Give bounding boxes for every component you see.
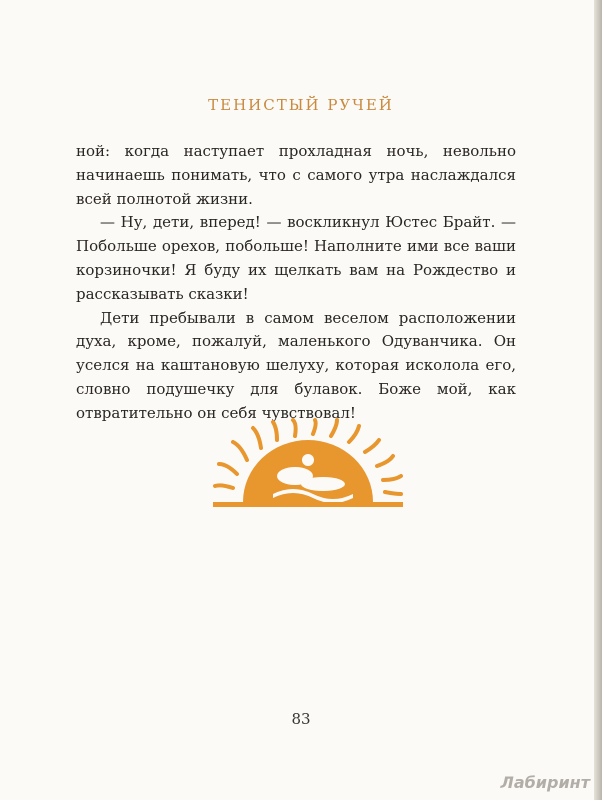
paragraph: ной: когда наступает прохладная ночь, невольно начинаешь понимать, что с самого утра наслаждался всей полнотой жизни. (76, 142, 516, 208)
body-text (76, 140, 516, 426)
paragraph: Дети пребывали в самом веселом расположении духа, кроме, пожалуй, маленького Одуванчика. Он уселся на каштановую шелуху, которая исколола его, словно подушечку для булавок. Боже мой, как отвратительно он себя чувствовал! (76, 308, 516, 422)
sun-emblem-icon (213, 418, 403, 510)
paragraph: — Ну, дети, вперед! — воскликнул Юстес Брайт. — Побольше орехов, побольше! Наполните ими все ваши корзиночки! Я буду их щелкать вам на Рождество и рассказывать сказки! (76, 213, 516, 303)
page-edge (594, 0, 602, 800)
watermark-logo: Лабиринт (500, 773, 590, 792)
page-number: 83 (291, 710, 311, 728)
running-header: ТЕНИСТЫЙ РУЧЕЙ (208, 96, 394, 114)
